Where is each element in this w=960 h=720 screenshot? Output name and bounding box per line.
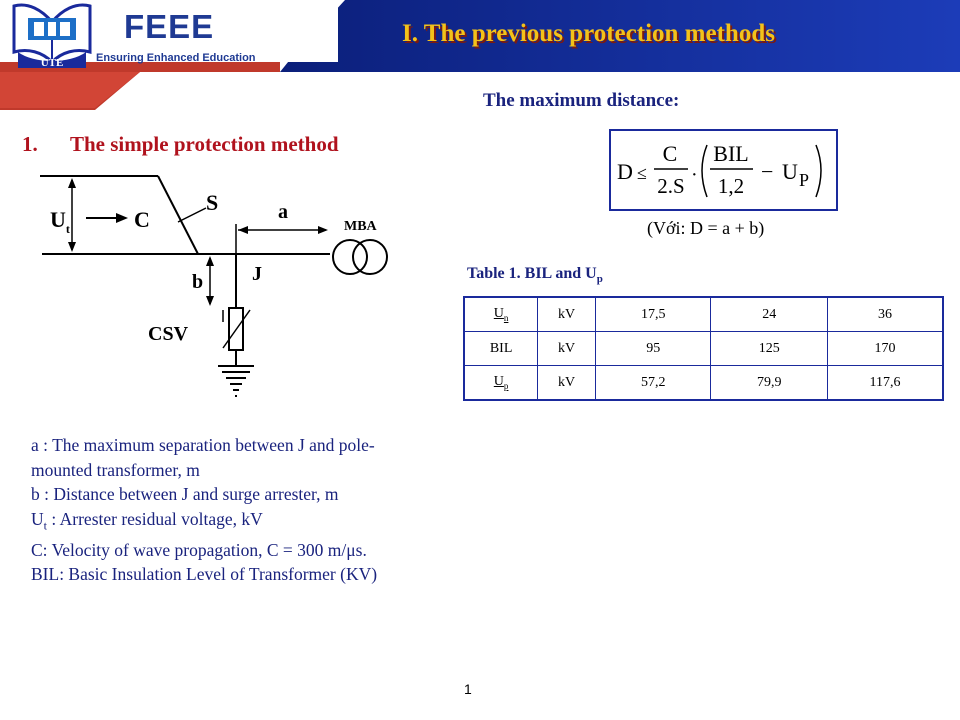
slope-pointer	[178, 208, 206, 222]
definition-a-line2: mounted transformer, m	[31, 459, 200, 480]
definition-ut: $U_t$ : Arrester residual voltage, kV	[31, 508, 263, 532]
table-cell-unit: kV	[538, 366, 596, 401]
label-a: a	[278, 201, 288, 223]
table-cell: 17,5	[595, 297, 710, 332]
variable-definitions	[31, 433, 521, 587]
arrow-down-icon	[68, 242, 76, 252]
table-row	[464, 332, 943, 366]
table-cell-label: $U_p$	[464, 366, 538, 401]
svg-text:U: U	[782, 159, 798, 184]
arrow-right-icon	[318, 226, 328, 234]
label-ut: $U_t$	[50, 207, 70, 236]
logo-text: FEEE	[124, 8, 215, 45]
label-mba: MBA	[344, 219, 377, 234]
page-number: 1	[464, 681, 472, 697]
table-cell: 125	[711, 332, 827, 366]
table-row	[464, 297, 943, 332]
label-c: C	[134, 207, 150, 232]
slide-title: I. The previous protection methods	[402, 20, 775, 47]
table-row	[464, 366, 943, 401]
left-paren-icon	[702, 145, 707, 197]
svg-text:2.S: 2.S	[657, 174, 685, 198]
bil-table	[463, 296, 944, 401]
table-cell: 36	[827, 297, 943, 332]
right-paren-icon	[816, 145, 821, 197]
table-cell: 24	[711, 297, 827, 332]
table-cell: 95	[595, 332, 710, 366]
svg-text:−: −	[761, 159, 774, 184]
svg-text:P: P	[799, 170, 810, 190]
arrow-right-icon	[116, 213, 128, 223]
logo-subtitle: Ensuring Enhanced Education	[96, 52, 256, 64]
method-heading	[22, 132, 339, 157]
definition-bil: BIL: Basic Insulation Level of Transformer (KV)	[31, 564, 378, 584]
label-csv: CSV	[148, 323, 189, 345]
arrow-up-icon	[68, 178, 76, 188]
table-cell-label: $U_n$	[464, 297, 538, 332]
definition-b: b : Distance between J and surge arrester, m	[31, 484, 339, 504]
svg-text:·: ·	[691, 164, 698, 186]
transformer-primary-coil-icon	[333, 240, 367, 274]
table-cell: 170	[827, 332, 943, 366]
max-distance-formula	[611, 131, 836, 209]
table-cell: 79,9	[711, 366, 827, 401]
label-b: b	[192, 271, 204, 293]
svg-text:C: C	[662, 141, 678, 166]
table-cell: 57,2	[595, 366, 710, 401]
protection-circuit-diagram	[30, 160, 450, 420]
formula-note: (Với: D = a + b)	[647, 218, 765, 238]
table-cell-unit: kV	[538, 332, 596, 366]
logo-badge-text: UTE	[40, 57, 64, 69]
header-banner	[0, 0, 960, 72]
table-cell-unit: kV	[538, 297, 596, 332]
arrow-down-icon	[206, 296, 214, 306]
arrow-left-icon	[238, 226, 248, 234]
svg-text:1,2: 1,2	[717, 174, 745, 198]
svg-text:≤: ≤	[637, 163, 647, 183]
definition-c: C: Velocity of wave propagation, C = 300 m/μs.	[31, 539, 367, 560]
arrow-up-icon	[206, 256, 214, 266]
definition-a-line1: a : The maximum separation between J and pole-	[31, 435, 375, 455]
formula-box	[609, 129, 838, 211]
transformer-secondary-coil-icon	[353, 240, 387, 274]
table-cell: 117,6	[827, 366, 943, 401]
method-number: 1.	[22, 132, 38, 156]
ute-logo	[8, 0, 98, 72]
table-cell-label: BIL	[464, 332, 538, 366]
label-s: S	[206, 190, 219, 215]
svg-text:D: D	[617, 159, 633, 184]
table-caption: Table 1. BIL and $U_p$	[467, 265, 603, 286]
label-j: J	[252, 263, 262, 285]
svg-text:BIL: BIL	[713, 141, 749, 166]
max-distance-heading: The maximum distance:	[483, 90, 680, 111]
method-title-text: The simple protection method	[70, 132, 339, 156]
